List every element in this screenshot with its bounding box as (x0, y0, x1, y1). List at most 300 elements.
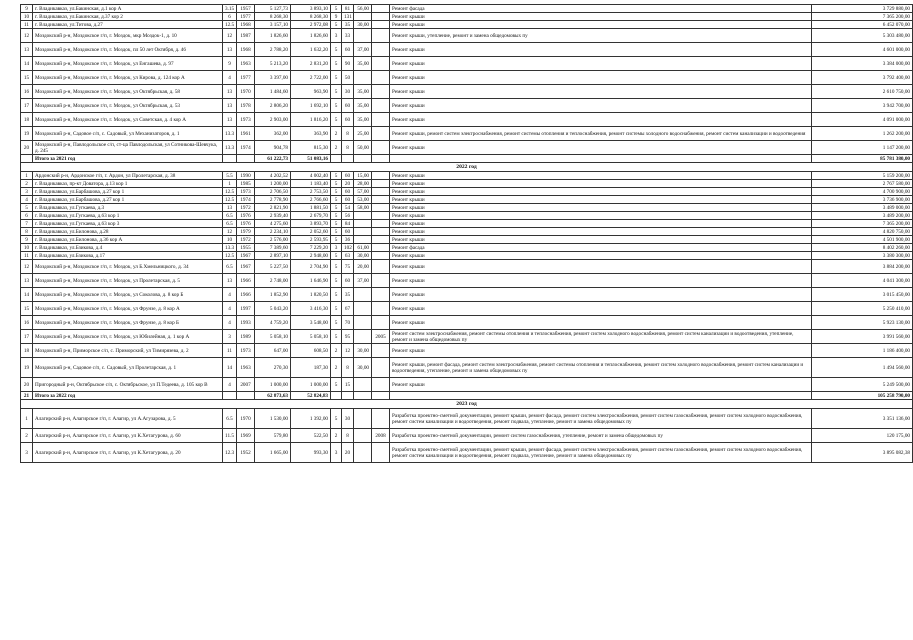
cell-last-repair-year (372, 252, 390, 260)
cell-cost: 2 767 580,00 (812, 180, 913, 188)
cell-total-area: 1 200,00 (255, 180, 291, 188)
cell-wear-percent: 35,00 (354, 113, 372, 127)
cell-last-repair-year (372, 21, 390, 29)
cell-apartments: 60 (342, 196, 354, 204)
cell-year-built: 1978 (237, 99, 255, 113)
cell-cost: 7 365 200,00 (812, 13, 913, 21)
cell-cost: 3 729 880,00 (812, 5, 913, 13)
cell-year-built: 1989 (237, 330, 255, 344)
total-empty (342, 392, 354, 400)
cell-address: Моздокский р-н, Моздокское г/п, г. Моздок, ул Соколова, д. 8 кор Б (33, 288, 223, 302)
cell-apartments: 8 (342, 358, 354, 378)
cell-address: Алагирский р-н, Алагирское г/п, г. Алагир, ул К.Хетагурова, д. 60 (33, 429, 223, 443)
cell-living-area: 1 692,10 (291, 99, 331, 113)
cell-apartments: 60 (342, 228, 354, 236)
cell-address: Моздокский р-н, Моздокское г/п, г. Моздок, ул Октябрьская, д. 58 (33, 85, 223, 99)
cell-works: Ремонт крыши (390, 236, 812, 244)
cell-works: Ремонт крыши (390, 21, 812, 29)
total-empty (354, 155, 372, 163)
cell-last-repair-year (372, 236, 390, 244)
cell-wear-percent (354, 443, 372, 463)
cell-floors: 5 (331, 180, 342, 188)
cell-cost: 4 601 000,00 (812, 43, 913, 57)
cell-total-area: 2 748,00 (255, 274, 291, 288)
table-row (21, 288, 913, 302)
cell-wall-material: 12.5 (223, 21, 237, 29)
total-empty (372, 155, 390, 163)
cell-number: 13 (21, 43, 33, 57)
year-heading: 2022 год (21, 163, 913, 172)
total-cost: 105 258 790,00 (812, 392, 913, 400)
cell-wear-percent (354, 228, 372, 236)
cell-number: 20 (21, 141, 33, 155)
cell-address: Моздокский р-н, Садовое с/п, с. Садовый, ул Пролетарская, д. 1 (33, 358, 223, 378)
cell-wear-percent: 30,00 (354, 21, 372, 29)
cell-floors: 5 (331, 196, 342, 204)
cell-last-repair-year (372, 85, 390, 99)
cell-last-repair-year (372, 180, 390, 188)
cell-wear-percent: 30,00 (354, 358, 372, 378)
cell-living-area: 1 646,90 (291, 274, 331, 288)
cell-works: Ремонт крыши (390, 71, 812, 85)
cell-apartments: 67 (342, 302, 354, 316)
cell-living-area: 2 593,95 (291, 236, 331, 244)
cell-floors: 5 (331, 316, 342, 330)
cell-total-area: 362,00 (255, 127, 291, 141)
cell-year-built: 1985 (237, 180, 255, 188)
table-row (21, 29, 913, 43)
cell-wall-material: 4 (223, 378, 237, 392)
cell-address: Моздокский р-н, Павлодольское с/п, ст-ца Павлодольская, ул Сотникова-Шевчука, д. 245 (33, 141, 223, 155)
cell-cost: 5 923 130,00 (812, 316, 913, 330)
cell-year-built: 1997 (237, 302, 255, 316)
cell-living-area: 8 268,30 (291, 13, 331, 21)
cell-number: 11 (21, 21, 33, 29)
cell-apartments: 95 (342, 330, 354, 344)
cell-number: 18 (21, 344, 33, 358)
cell-address: г. Владикавказ, ул.Бакинская, д.37 кор 2 (33, 13, 223, 21)
table-row (21, 344, 913, 358)
cell-works: Ремонт крыши (390, 113, 812, 127)
year-total-row (21, 392, 913, 400)
cell-address: Моздокский р-н, Моздокское г/п, г. Моздок, пл 50 лет Октября, д. 46 (33, 43, 223, 57)
cell-number: 1 (21, 172, 33, 180)
cell-apartments: 60 (342, 113, 354, 127)
cell-apartments: 50 (342, 71, 354, 85)
cell-cost: 3 489 200,00 (812, 212, 913, 220)
cell-apartments: 20 (342, 180, 354, 188)
cell-apartments: 33 (342, 29, 354, 43)
cell-cost: 3 736 900,00 (812, 196, 913, 204)
cell-living-area: 3 893,10 (291, 5, 331, 13)
cell-last-repair-year (372, 409, 390, 429)
cell-wall-material: 12 (223, 228, 237, 236)
cell-year-built: 1970 (237, 85, 255, 99)
cell-cost: 5 303 480,00 (812, 29, 913, 43)
cell-year-built: 1973 (237, 188, 255, 196)
cell-apartments: 36 (342, 236, 354, 244)
cell-works: Ремонт крыши (390, 141, 812, 155)
total-empty (223, 392, 237, 400)
cell-apartments: 30 (342, 85, 354, 99)
cell-last-repair-year (372, 113, 390, 127)
cell-living-area: 7 229,20 (291, 244, 331, 252)
cell-wear-percent (354, 330, 372, 344)
cell-living-area: 608,50 (291, 344, 331, 358)
cell-year-built: 1961 (237, 127, 255, 141)
cell-floors: 2 (331, 344, 342, 358)
cell-wall-material: 6.5 (223, 260, 237, 274)
cell-wear-percent (354, 212, 372, 220)
cell-address: г. Владикавказ, ул.Бзикова, д.4 (33, 244, 223, 252)
cell-wear-percent (354, 71, 372, 85)
cell-total-area: 2 788,20 (255, 43, 291, 57)
cell-last-repair-year (372, 443, 390, 463)
table-row (21, 220, 913, 228)
cell-wall-material: 11 (223, 344, 237, 358)
cell-year-built: 1955 (237, 244, 255, 252)
cell-wall-material: 13 (223, 204, 237, 212)
cell-last-repair-year (372, 344, 390, 358)
cell-address: Пригородный р-н, Октябрьское с/п, с. Октябрьское, ул П.Тедеева, д. 105 кор В (33, 378, 223, 392)
cell-wall-material: 12.5 (223, 252, 237, 260)
cell-cost: 2 610 750,00 (812, 85, 913, 99)
cell-total-area: 2 903,00 (255, 113, 291, 127)
capital-repair-table (20, 4, 913, 463)
cell-apartments: 35 (342, 21, 354, 29)
cell-last-repair-year (372, 172, 390, 180)
cell-total-area: 2 897,10 (255, 252, 291, 260)
cell-number: 18 (21, 113, 33, 127)
cell-last-repair-year (372, 288, 390, 302)
cell-address: Ардонский р-н, Ардонское г/п, г. Ардон, ул Пролетарская, д. 38 (33, 172, 223, 180)
cell-total-area: 5 058,10 (255, 330, 291, 344)
cell-works: Ремонт крыши (390, 85, 812, 99)
cell-cost: 3 384 000,00 (812, 57, 913, 71)
cell-number: 12 (21, 260, 33, 274)
cell-wall-material: 1 (223, 180, 237, 188)
cell-apartments: 60 (342, 188, 354, 196)
table-row (21, 244, 913, 252)
cell-wall-material: 13 (223, 43, 237, 57)
cell-floors: 5 (331, 43, 342, 57)
cell-living-area: 1 816,20 (291, 113, 331, 127)
cell-apartments: 60 (342, 43, 354, 57)
cell-living-area: 5 058,10 (291, 330, 331, 344)
total-area: 62 873,63 (255, 392, 291, 400)
cell-floors: 5 (331, 57, 342, 71)
cell-living-area: 522,50 (291, 429, 331, 443)
cell-total-area: 7 389,60 (255, 244, 291, 252)
cell-floors: 3 (331, 244, 342, 252)
cell-number: 16 (21, 316, 33, 330)
cell-number: 14 (21, 57, 33, 71)
cell-total-area: 1 826,60 (255, 29, 291, 43)
cell-living-area: 2 948,00 (291, 252, 331, 260)
cell-works: Ремонт крыши (390, 302, 812, 316)
cell-last-repair-year (372, 141, 390, 155)
table-row (21, 330, 913, 344)
cell-year-built: 1977 (237, 13, 255, 21)
table-row (21, 188, 913, 196)
table-row (21, 99, 913, 113)
cell-living-area: 1 820,50 (291, 288, 331, 302)
cell-address: Моздокский р-н, Садовое с/п, с. Садовый, ул Механизаторов, д. 1 (33, 127, 223, 141)
cell-wall-material: 13.3 (223, 244, 237, 252)
cell-address: Моздокский р-н, Моздокское г/п, г. Моздок, ул Фрунзе, д. 8 кор А (33, 302, 223, 316)
cell-address: Моздокский р-н, Моздокское г/п, г. Моздок, ул Кирова, д. 124 кор А (33, 71, 223, 85)
cell-living-area: 2 753,50 (291, 188, 331, 196)
cell-works: Ремонт крыши (390, 57, 812, 71)
table-row (21, 236, 913, 244)
cell-living-area: 2 704,90 (291, 260, 331, 274)
cell-floors: 2 (331, 358, 342, 378)
cell-works: Ремонт крыши (390, 316, 812, 330)
cell-total-area: 2 706,50 (255, 188, 291, 196)
table-row (21, 141, 913, 155)
cell-wear-percent: 15,00 (354, 172, 372, 180)
cell-apartments: 15 (342, 378, 354, 392)
cell-wall-material: 12.5 (223, 196, 237, 204)
total-empty (390, 392, 812, 400)
cell-total-area: 2 821,90 (255, 204, 291, 212)
cell-address: г. Владикавказ, ул.Гугкаева, д.63 кор 3 (33, 220, 223, 228)
cell-address: Моздокский р-н, Моздокское г/п, г. Моздок, ул Октябрьская, д. 53 (33, 99, 223, 113)
cell-wall-material: 6.5 (223, 409, 237, 429)
cell-cost: 5 159 200,00 (812, 172, 913, 180)
cell-last-repair-year (372, 274, 390, 288)
table-row (21, 85, 913, 99)
cell-apartments: 131 (342, 13, 354, 21)
cell-year-built: 1972 (237, 204, 255, 212)
cell-total-area: 5 227,50 (255, 260, 291, 274)
cell-living-area: 815,30 (291, 141, 331, 155)
cell-floors: 2 (331, 141, 342, 155)
cell-total-area: 1 530,00 (255, 409, 291, 429)
cell-works: Ремонт фасада (390, 5, 812, 13)
rows-2021 (21, 5, 913, 163)
cell-wear-percent: 28,00 (354, 180, 372, 188)
cell-address: г. Владикавказ, ул.Бзикова, д.17 (33, 252, 223, 260)
cell-total-area: 2 806,20 (255, 99, 291, 113)
cell-number: 19 (21, 358, 33, 378)
total-label: Итого за 2021 год (33, 155, 223, 163)
cell-floors: 5 (331, 172, 342, 180)
cell-floors: 5 (331, 252, 342, 260)
cell-living-area: 1 632,20 (291, 43, 331, 57)
cell-works: Разработка проектно-сметной документации, ремонт крыши, ремонт фасада, ремонт систем электроснабжения, ремонт систем газоснабжения, ремонт систем холодного водоснабжения, ремонт систем канализации и водоотведения, ремонт подвала, утепление, ремонт и замена общедомовых пу (390, 443, 812, 463)
cell-number: 17 (21, 330, 33, 344)
cell-works: Ремонт крыши (390, 344, 812, 358)
cell-cost: 1 262 200,00 (812, 127, 913, 141)
cell-floors: 5 (331, 212, 342, 220)
cell-year-built: 1968 (237, 43, 255, 57)
cell-wear-percent (354, 302, 372, 316)
cell-address: г. Владикавказ, ул.Гугкаева, д.3 (33, 204, 223, 212)
cell-cost: 3 884 200,00 (812, 260, 913, 274)
cell-wall-material: 13 (223, 85, 237, 99)
cell-cost: 1 147 200,00 (812, 141, 913, 155)
cell-address: г. Владикавказ, ул.Барбашова, д.27 кор 1 (33, 188, 223, 196)
cell-address: г. Владикавказ, ул.Бакинская, д.1 кор А (33, 5, 223, 13)
cell-number: 11 (21, 252, 33, 260)
cell-living-area: 1 392,00 (291, 409, 331, 429)
cell-works: Ремонт крыши (390, 378, 812, 392)
cell-works: Ремонт крыши (390, 180, 812, 188)
cell-wall-material: 13.3 (223, 141, 237, 155)
cell-floors: 5 (331, 274, 342, 288)
total-living-area: 52 824,83 (291, 392, 331, 400)
table-row (21, 180, 913, 188)
cell-last-repair-year (372, 99, 390, 113)
cell-year-built: 1973 (237, 113, 255, 127)
cell-total-area: 2 234,10 (255, 228, 291, 236)
cell-number: 17 (21, 99, 33, 113)
cell-wear-percent: 35,00 (354, 57, 372, 71)
total-empty (237, 392, 255, 400)
cell-apartments: 8 (342, 141, 354, 155)
total-living-area: 51 083,16 (291, 155, 331, 163)
cell-total-area: 4 759,20 (255, 316, 291, 330)
cell-total-area: 2 939,40 (255, 212, 291, 220)
cell-floors: 5 (331, 378, 342, 392)
cell-number: 3 (21, 188, 33, 196)
cell-floors: 5 (331, 228, 342, 236)
cell-cost: 3 792 400,00 (812, 71, 913, 85)
cell-year-built: 1976 (237, 220, 255, 228)
cell-address: Алагирский р-н, Алагирское г/п, г. Алагир, ул А.Агузарова, д. 5 (33, 409, 223, 429)
cell-wear-percent: 37,00 (354, 274, 372, 288)
cell-cost: 5 249 500,00 (812, 378, 913, 392)
cell-total-area: 2 778,90 (255, 196, 291, 204)
cell-living-area: 1 000,00 (291, 378, 331, 392)
cell-living-area: 1 881,50 (291, 204, 331, 212)
cell-apartments: 63 (342, 252, 354, 260)
cell-wear-percent (354, 13, 372, 21)
cell-total-area: 3 397,00 (255, 71, 291, 85)
cell-apartments: 8 (342, 127, 354, 141)
cell-total-area: 270,30 (255, 358, 291, 378)
cell-address: г. Владикавказ, ул.Барбашова, д.27 кор 1 (33, 196, 223, 204)
cell-living-area: 187,30 (291, 358, 331, 378)
cell-last-repair-year (372, 302, 390, 316)
cell-living-area: 363,90 (291, 127, 331, 141)
cell-living-area: 3 416,30 (291, 302, 331, 316)
total-empty (354, 392, 372, 400)
cell-year-built: 1968 (237, 21, 255, 29)
cell-works: Ремонт крыши, ремонт фасада, ремонт систем электроснабжения, ремонт системы отопления и теплоснабжения, ремонт систем холодного водоснабжения, ремонт систем канализации и водоотведения, утепление, ремонт и замена общедомовых пу (390, 358, 812, 378)
cell-total-area: 2 576,00 (255, 236, 291, 244)
table-row (21, 358, 913, 378)
cell-wall-material: 13 (223, 113, 237, 127)
cell-cost: 3 489 000,00 (812, 204, 913, 212)
table-row (21, 43, 913, 57)
year-total-row (21, 155, 913, 163)
cell-wear-percent: 50,00 (354, 141, 372, 155)
cell-apartments: 12 (342, 344, 354, 358)
cell-floors: 3 (331, 443, 342, 463)
cell-wear-percent: 57,00 (354, 188, 372, 196)
cell-cost: 4 091 000,00 (812, 113, 913, 127)
total-label: Итого за 2022 год (33, 392, 223, 400)
table-row (21, 127, 913, 141)
cell-floors: 5 (331, 113, 342, 127)
cell-apartments: 56 (342, 212, 354, 220)
cell-wall-material: 12 (223, 29, 237, 43)
cell-floors: 3 (331, 29, 342, 43)
cell-wall-material: 4 (223, 288, 237, 302)
cell-floors: 5 (331, 85, 342, 99)
cell-wall-material: 13.3 (223, 127, 237, 141)
cell-wear-percent: 61,00 (354, 244, 372, 252)
cell-apartments: 54 (342, 204, 354, 212)
cell-apartments: 60 (342, 99, 354, 113)
cell-address: г. Владикавказ, ул.Билонова, д.28 (33, 228, 223, 236)
cell-year-built: 1963 (237, 57, 255, 71)
cell-year-built: 1993 (237, 316, 255, 330)
cell-wear-percent: 30,00 (354, 252, 372, 260)
rows-2022 (21, 163, 913, 400)
cell-wall-material: 10 (223, 236, 237, 244)
cell-number: 1 (21, 409, 33, 429)
cell-number: 2 (21, 429, 33, 443)
program-table-sheet (20, 4, 910, 463)
cell-apartments: 60 (342, 274, 354, 288)
cell-wear-percent (354, 220, 372, 228)
cell-address: г. Владикавказ, пр-кт Доватора, д.13 кор 1 (33, 180, 223, 188)
cell-total-area: 4 202,52 (255, 172, 291, 180)
cell-floors: 5 (331, 204, 342, 212)
table-row (21, 113, 913, 127)
cell-last-repair-year (372, 57, 390, 71)
cell-apartments: 84 (342, 220, 354, 228)
cell-works: Ремонт крыши (390, 188, 812, 196)
cell-wall-material: 12.5 (223, 188, 237, 196)
cell-apartments: 8 (342, 429, 354, 443)
cell-floors: 5 (331, 236, 342, 244)
table-row (21, 316, 913, 330)
cell-living-area: 3 893,70 (291, 220, 331, 228)
cell-number: 16 (21, 85, 33, 99)
cell-year-built: 1972 (237, 236, 255, 244)
cell-address: Моздокский р-н, Моздокское г/п, г. Моздок, ул Советская, д. 4 кор А (33, 113, 223, 127)
cell-works: Ремонт крыши (390, 204, 812, 212)
total-empty (223, 155, 237, 163)
cell-works: Ремонт крыши (390, 43, 812, 57)
cell-wear-percent (354, 378, 372, 392)
cell-floors: 5 (331, 220, 342, 228)
cell-cost: 3 895 082,38 (812, 443, 913, 463)
table-row (21, 13, 913, 21)
cell-works: Ремонт фасада (390, 244, 812, 252)
cell-year-built: 1952 (237, 443, 255, 463)
cell-number: 6 (21, 212, 33, 220)
cell-total-area: 8 268,30 (255, 13, 291, 21)
total-number (21, 155, 33, 163)
year-heading: 2023 год (21, 400, 913, 409)
cell-year-built: 1966 (237, 288, 255, 302)
cell-total-area: 904,78 (255, 141, 291, 155)
total-empty (342, 155, 354, 163)
cell-floors: 5 (331, 71, 342, 85)
cell-works: Разработка проектно-сметной документации, ремонт крыши, ремонт фасада, ремонт систем электроснабжения, ремонт систем газоснабжения, ремонт систем холодного водоснабжения, ремонт систем канализации и водоотведения, ремонт подвала, утепление, ремонт и замена общедомовых пу (390, 409, 812, 429)
cell-works: Ремонт крыши (390, 274, 812, 288)
cell-apartments: 81 (342, 5, 354, 13)
cell-number: 15 (21, 71, 33, 85)
cell-wall-material: 12.3 (223, 443, 237, 463)
cell-apartments: 30 (342, 409, 354, 429)
cell-wear-percent: 58,00 (354, 204, 372, 212)
